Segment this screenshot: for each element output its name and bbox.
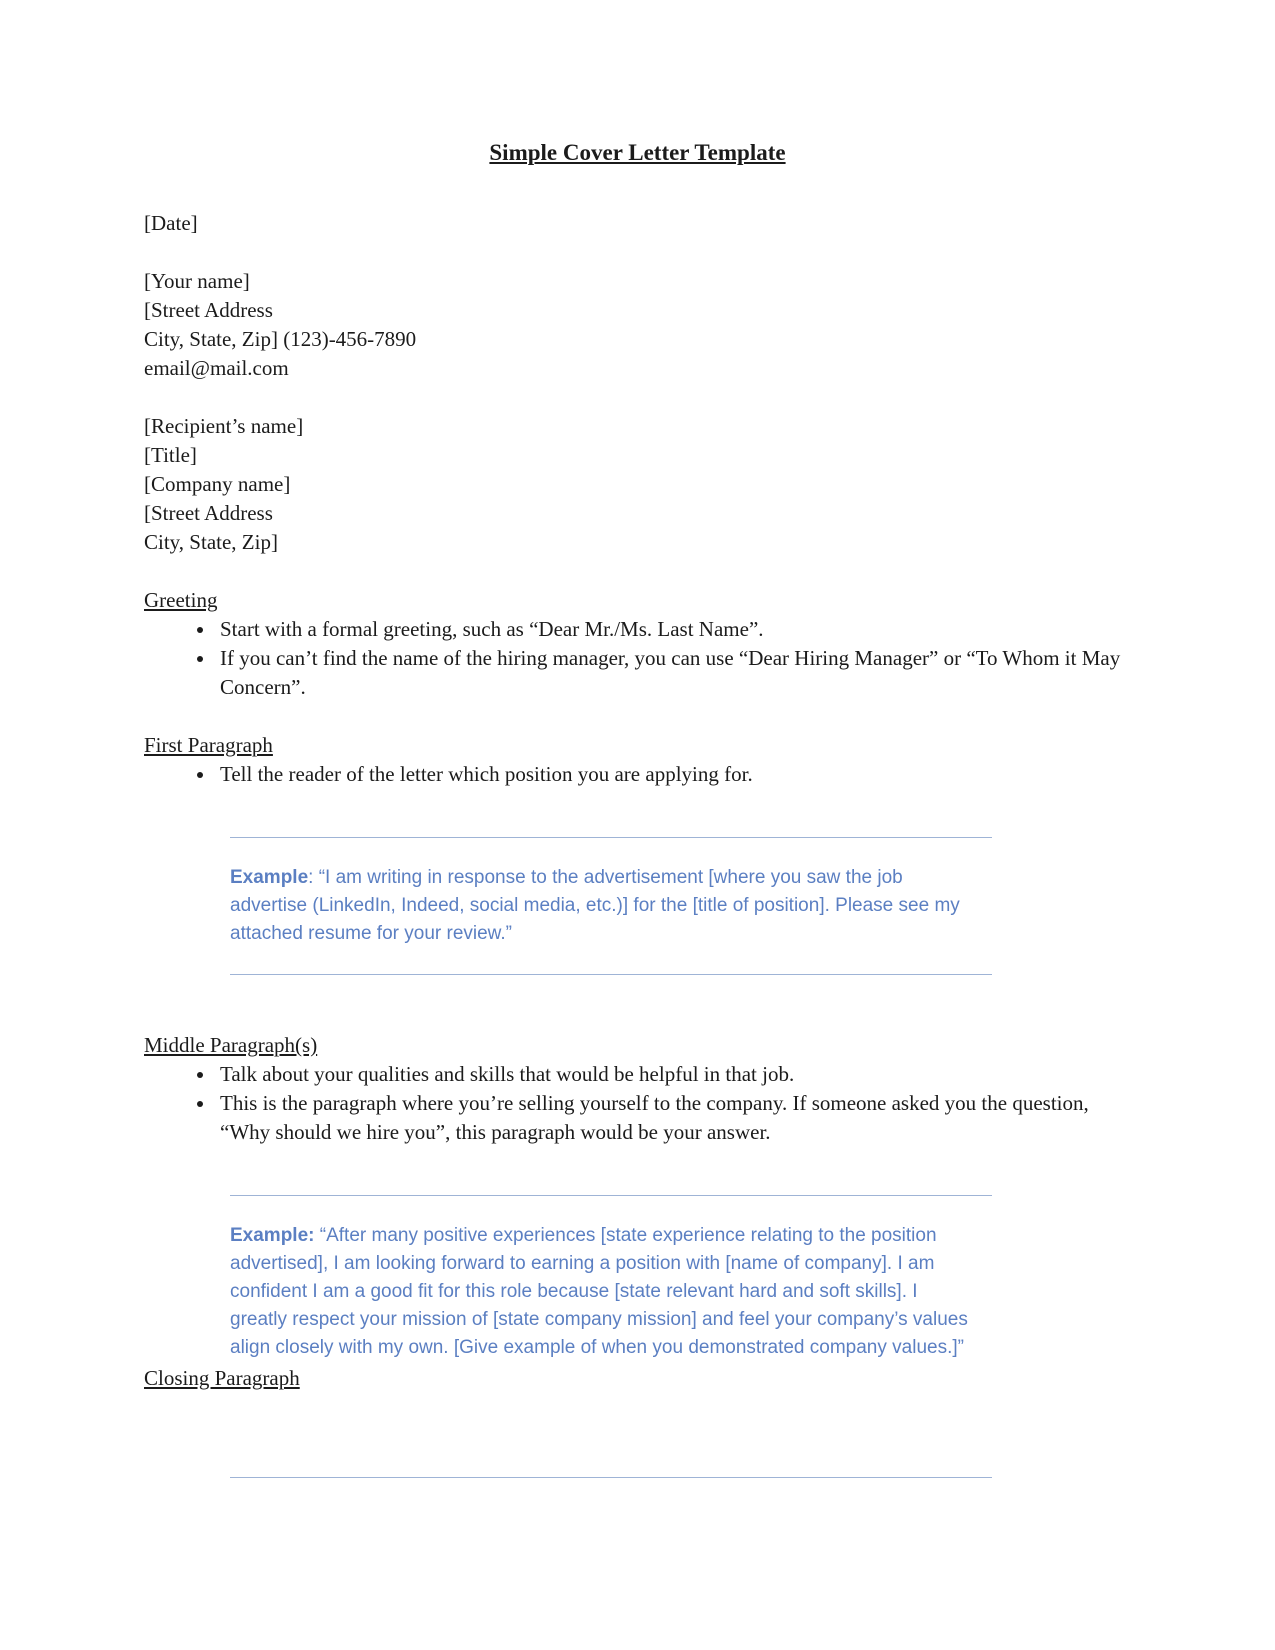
greeting-bullet-list (144, 615, 1131, 702)
middle-paragraph-bullet-list (144, 1060, 1131, 1147)
sender-address-block (144, 267, 1131, 383)
section-heading-middle-paragraph: Middle Paragraph(s) (144, 1033, 318, 1057)
example-paragraph (230, 838, 992, 974)
recipient-address-block (144, 412, 1131, 557)
bullet-item: • Tell the reader of the letter which position you are applying for. (216, 760, 1131, 789)
example-body-text: “After many positive experiences [state experience relating to the position advertised], I am looking forward to earning a position with [name of company]. I am confident I am a good fit for this role because [state relevant hard and soft skills]. I greatly respect your mission of [state company mission] and feel your company’s values align closely with my own. [Give example of when you demonstrated company values.]” (230, 1225, 968, 1358)
section-heading-greeting: Greeting (144, 588, 218, 612)
example-body-text: : “I am writing in response to the advertisement [where you saw the job advertise (LinkedIn, Indeed, social media, etc.)] for the [title of position]. Please see my attached resume for your review.” (230, 867, 960, 944)
section-heading-first-paragraph: First Paragraph (144, 733, 273, 757)
first-paragraph-bullet-list (144, 760, 1131, 789)
recipient-line: City, State, Zip] (144, 530, 278, 554)
document-title: Simple Cover Letter Template (489, 140, 786, 165)
recipient-line: [Title] (144, 443, 197, 467)
sender-line: [Street Address (144, 298, 273, 322)
example-block-first (230, 837, 992, 975)
example-paragraph (230, 1196, 992, 1364)
section-first-paragraph (144, 731, 1131, 975)
closing-example-area (230, 1477, 992, 1478)
recipient-line: [Street Address (144, 501, 273, 525)
example-block-middle (230, 1195, 992, 1364)
sender-line: City, State, Zip] (123)-456-7890 (144, 327, 417, 351)
sender-line: [Your name] (144, 269, 250, 293)
bullet-item: • This is the paragraph where you’re selling yourself to the company. If someone asked you the question, “Why should we hire you”, this paragraph would be your answer. (216, 1089, 1131, 1147)
recipient-line: [Recipient’s name] (144, 414, 304, 438)
example-label: Example: (230, 1225, 315, 1246)
bullet-item: • Talk about your qualities and skills that would be helpful in that job. (216, 1060, 1131, 1089)
date-placeholder: [Date] (144, 211, 198, 235)
example-divider-bottom (230, 974, 992, 975)
section-closing-paragraph (144, 1364, 1131, 1478)
sender-line: email@mail.com (144, 356, 289, 380)
bullet-item: • Start with a formal greeting, such as “Dear Mr./Ms. Last Name”. (216, 615, 1131, 644)
section-heading-closing-paragraph: Closing Paragraph (144, 1366, 300, 1390)
bullet-item: • If you can’t find the name of the hiring manager, you can use “Dear Hiring Manager” or “To Whom it May Concern”. (216, 644, 1131, 702)
closing-divider-top (230, 1477, 992, 1478)
section-middle-paragraph (144, 1031, 1131, 1364)
recipient-line: [Company name] (144, 472, 291, 496)
section-greeting (144, 586, 1131, 702)
example-label: Example (230, 867, 309, 888)
